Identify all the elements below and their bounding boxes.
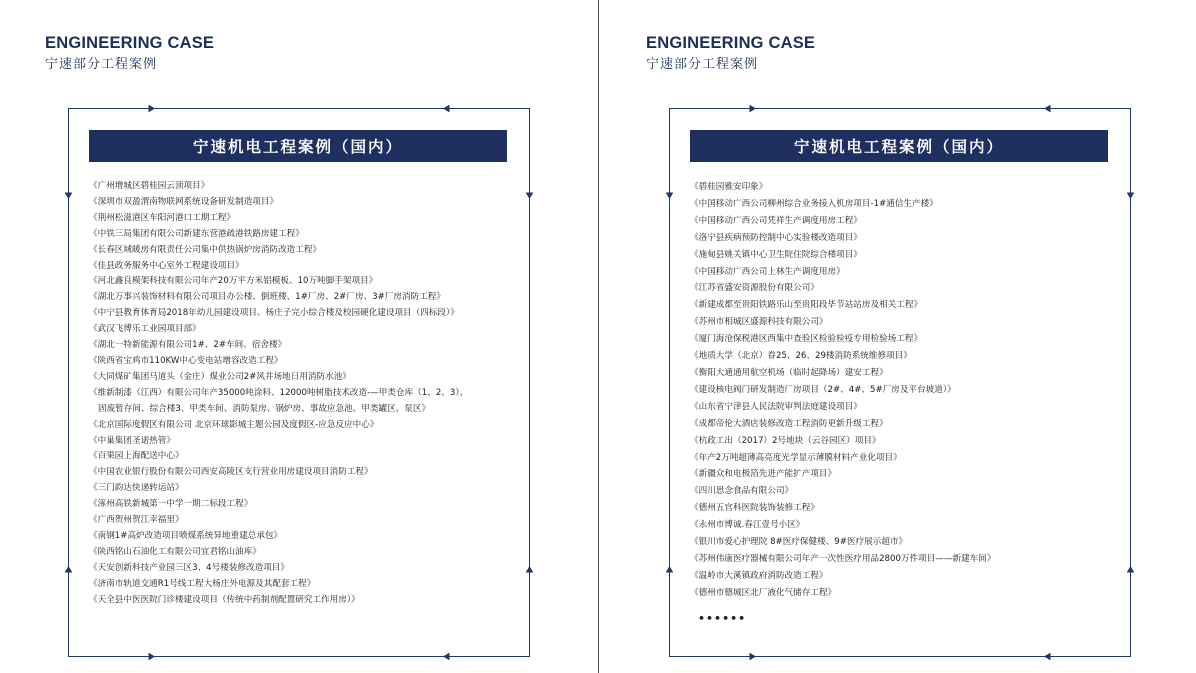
frame-ornament-icon xyxy=(666,167,673,201)
list-item: 《苏州伟康医疗器械有限公司年产一次性医疗用品2800万件项目——新建车间》 xyxy=(690,553,996,564)
content-frame xyxy=(669,108,1131,657)
content-frame xyxy=(68,108,530,657)
list-item: 《维新制漆（江西）有限公司年产35000吨涂料、12000吨树脂技术改造-—甲类仓库（1、2、3）、 xyxy=(89,387,469,398)
list-item: 《涿州高铁新城第一中学一期二标段工程》 xyxy=(89,499,253,510)
list-item-continuation-text: 固废暂存间、综合楼3、甲类车间、消防泵房、锅炉房、事故应急池、甲类罐区、泵区》 xyxy=(98,403,431,414)
list-item: 《中国移动广西公司上林生产调度用房》 xyxy=(690,266,845,277)
list-item: 《北京国际度假区有限公司 北京环球影城主题公园及度假区-应急反应中心》 xyxy=(89,419,379,430)
list-item: 《陕西铭山石油化工有限公司宜君铭山油库》 xyxy=(89,546,261,557)
list-item: 《湖北一特新能源有限公司1#、2#车间、宿舍楼》 xyxy=(89,340,287,351)
frame-ornament-icon xyxy=(1042,653,1076,660)
section-title: 宁速机电工程案例（国内） xyxy=(89,130,507,162)
frame-ornament-icon xyxy=(526,564,533,598)
list-item: 《洛宁县疾病预防控制中心实验楼改造项目》 xyxy=(690,232,862,243)
list-item: 《新疆众和电极箔先进产能扩产项目》 xyxy=(690,469,837,480)
list-item: 《广州增城区碧桂园云顶项目》 xyxy=(89,181,210,191)
list-item: 《中巢集团圣诺热管》 xyxy=(89,435,175,446)
frame-ornament-icon xyxy=(441,105,475,112)
frame-ornament-icon xyxy=(724,653,758,660)
list-item: 《大同煤矿集团马道头（金庄）煤业公司2#风井场地日用消防水池》 xyxy=(89,371,351,382)
list-item: 《河北鑫良模架科技有限公司年产20万平方米铝模板、10万吨脚手架项目》 xyxy=(89,276,378,287)
more-ellipsis: •••••• xyxy=(698,612,747,625)
list-item: 《陕西省宝鸡市110KW中心变电站增容改造工程》 xyxy=(89,355,283,366)
list-item: 《苏州市相城区盛源科技有限公司》 xyxy=(690,317,828,328)
list-item: 《南钢1#高炉改造项目喷煤系统异地重建总承包》 xyxy=(89,530,283,541)
list-item: 《武汉飞博乐工业园项目部》 xyxy=(89,324,201,335)
list-item: 《四川思念食品有限公司》 xyxy=(690,486,794,497)
list-item: 《江苏省盛安资源股份有限公司》 xyxy=(690,283,819,294)
list-item: 《成都帝伦大酒店装修改造工程消防更新升级工程》 xyxy=(690,418,888,429)
list-item: 《天全县中医医院门诊楼建设项目（传统中药制剂配置研究工作用房）》 xyxy=(89,594,360,605)
frame-ornament-icon xyxy=(526,167,533,201)
list-item: 《山东省宁津县人民法院审判法庭建设项目》 xyxy=(690,401,862,412)
list-item: 《济南市轨道交通R1号线工程大杨庄外电源及其配套工程》 xyxy=(89,578,316,589)
list-item: 《中国移动广西公司柳州综合业务接入机房项目-1#通信生产楼》 xyxy=(690,198,938,209)
section-title: 宁速机电工程案例（国内） xyxy=(690,130,1108,162)
list-item: 《杭政工出（2017）2号地块（云谷园区）项目》 xyxy=(690,435,881,446)
frame-ornament-icon xyxy=(666,564,673,598)
right-page xyxy=(598,0,1196,673)
frame-ornament-icon xyxy=(65,167,72,201)
header-cn: 宁速部分工程案例 xyxy=(646,57,759,72)
list-item: 《新建成都至贵阳铁路乐山至贵阳段毕节站站房及相关工程》 xyxy=(690,300,923,311)
list-item: 《湖北万事兴装饰材料有限公司项目办公楼、倒班楼、1#厂房、2#厂房、3#厂房消防工程》 xyxy=(89,292,445,303)
list-item: 《中宁县教育体育局2018年幼儿园建设项目、杨庄子完小综合楼及校园硬化建设项目（四标段）》 xyxy=(89,308,459,319)
list-item: 《碧桂园雅安印象》 xyxy=(690,182,768,192)
header-cn: 宁速部分工程案例 xyxy=(45,57,158,72)
list-item: 《佳县政务服务中心室外工程建设项目》 xyxy=(89,260,244,271)
list-item: 《百果园上海配送中心》 xyxy=(89,451,184,462)
list-item: 《永州市博诚.春江壹号小区》 xyxy=(690,520,805,531)
list-item: 《中铁三局集团有限公司新建东营港疏港铁路房建工程》 xyxy=(89,228,304,239)
list-item: 《荆州松滋港区车阳河港口工期工程》 xyxy=(89,212,236,223)
list-item-continuation xyxy=(89,402,519,418)
list-item: 《广西贺州贺江幸福里》 xyxy=(89,515,184,526)
list-item: 《施甸县姚关镇中心卫生院住院综合楼项目》 xyxy=(690,249,862,260)
list-item: 《年产2万吨超薄高亮度光学显示薄膜材料产业化项目》 xyxy=(690,452,902,463)
list-item: 《中国移动广西公司凭祥生产调度用房工程》 xyxy=(690,215,862,226)
list-item: 《深圳市双盈渭南物联网系统设备研发制造项目》 xyxy=(89,196,279,207)
header-en: ENGINEERING CASE xyxy=(45,34,215,52)
list-item: 《天安创新科技产业园三区3、4号楼装修改造项目》 xyxy=(89,562,289,573)
list-item: 《衡阳大通通用航空机场（临时起降场）建安工程》 xyxy=(690,367,888,378)
frame-ornament-icon xyxy=(1127,564,1134,598)
project-list xyxy=(89,179,519,608)
frame-ornament-icon xyxy=(123,653,157,660)
list-item: 《长春区域暖房有限责任公司集中供热锅炉房消防改造工程》 xyxy=(89,244,322,255)
header-en: ENGINEERING CASE xyxy=(646,34,816,52)
frame-ornament-icon xyxy=(1042,105,1076,112)
list-item: 《中国农业银行股份有限公司西安高陵区支行营业用房建设项目消防工程》 xyxy=(89,467,373,478)
list-item: 《德州五官科医院装饰装修工程》 xyxy=(690,503,819,514)
project-list xyxy=(690,179,1120,602)
list-item: 《温岭市大溪镇政府消防改造工程》 xyxy=(690,570,828,581)
frame-ornament-icon xyxy=(441,653,475,660)
frame-ornament-icon xyxy=(65,564,72,598)
frame-ornament-icon xyxy=(1127,167,1134,201)
list-item: 《地质大学（北京）眷25、26、29楼消防系统维修项目》 xyxy=(690,351,912,362)
frame-ornament-icon xyxy=(724,105,758,112)
list-item: 《厦门海沧保税港区西集中查验区检验检疫专用检验场工程》 xyxy=(690,334,923,345)
list-item: 《银川市爱心护理院 8#医疗保健楼、9#医疗展示超市》 xyxy=(690,537,908,548)
list-item: 《三门韵达快递转运站》 xyxy=(89,483,184,494)
frame-ornament-icon xyxy=(123,105,157,112)
list-item: 《建设核电阀门研发制造厂房项目（2#、4#、5#厂房及平台坡道）》 xyxy=(690,384,956,395)
list-item: 《德州市德城区北厂液化气储存工程》 xyxy=(690,587,837,598)
